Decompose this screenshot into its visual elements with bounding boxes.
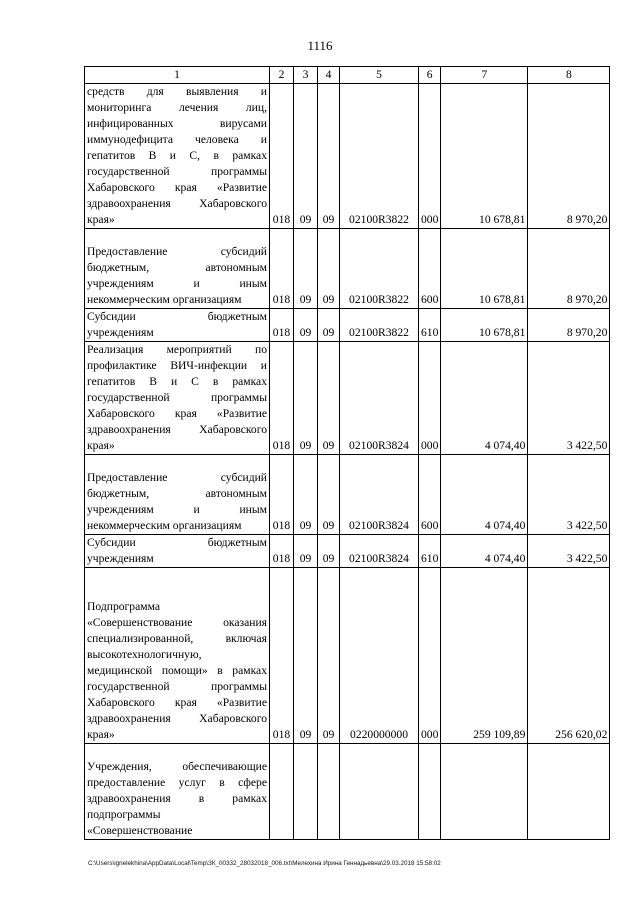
row-name: Предоставление субсидий бюджетным, автономным учреждениям и иным некоммерческим организациям [85,455,270,535]
cell-amount-approved [441,744,528,840]
cell-amount-approved: 259 109,89 [441,568,528,744]
row-name: Учреждения, обеспечивающие предоставление услуг в сфере здравоохранения в рамках подпрограммы «Совершенствование [85,744,270,840]
cell-amount-executed: 8 970,20 [528,229,610,309]
table-row [85,342,610,455]
cell-section: 09 [294,455,318,535]
cell-amount-executed [528,744,610,840]
cell-amount-approved: 10 678,81 [441,229,528,309]
cell-admin-code: 018 [270,229,294,309]
column-header: 2 [270,67,294,84]
cell-amount-approved: 4 074,40 [441,535,528,568]
cell-admin-code: 018 [270,568,294,744]
cell-section: 09 [294,568,318,744]
cell-subsection: 09 [318,535,340,568]
cell-section: 09 [294,84,318,229]
cell-amount-executed: 8 970,20 [528,309,610,342]
cell-target-article: 02100R3822 [340,229,419,309]
cell-target-article [340,744,419,840]
cell-subsection: 09 [318,84,340,229]
budget-table [84,66,610,840]
column-header: 8 [528,67,610,84]
cell-section: 09 [294,229,318,309]
cell-expense-type: 600 [419,455,441,535]
cell-target-article: 02100R3822 [340,84,419,229]
cell-subsection [318,744,340,840]
cell-amount-approved: 10 678,81 [441,84,528,229]
cell-expense-type: 610 [419,535,441,568]
column-header: 1 [85,67,270,84]
table-row [85,84,610,229]
cell-subsection: 09 [318,568,340,744]
cell-subsection: 09 [318,455,340,535]
table-row [85,455,610,535]
column-header: 7 [441,67,528,84]
table-row [85,744,610,840]
column-header: 3 [294,67,318,84]
cell-admin-code: 018 [270,535,294,568]
column-header: 5 [340,67,419,84]
cell-section: 09 [294,309,318,342]
row-name: Реализация мероприятий по профилактике ВИЧ-инфекции и гепатитов В и С в рамках государственной программы Хабаровского края «Развитие здравоохранения Хабаровского края» [85,342,270,455]
cell-admin-code [270,744,294,840]
row-name: средств для выявления и мониторинга лечения лиц, инфицированных вирусами иммунодефицита человека и гепатитов В и С, в рамках государственной программы Хабаровского края «Развитие здравоохранения Хабаровского края» [85,84,270,229]
cell-target-article: 02100R3822 [340,309,419,342]
cell-subsection: 09 [318,309,340,342]
cell-expense-type: 610 [419,309,441,342]
cell-section: 09 [294,342,318,455]
row-name: Субсидии бюджетным учреждениям [85,309,270,342]
cell-subsection: 09 [318,229,340,309]
column-header: 4 [318,67,340,84]
cell-target-article: 02100R3824 [340,455,419,535]
cell-target-article: 02100R3824 [340,342,419,455]
cell-amount-approved: 4 074,40 [441,342,528,455]
page-number: 1116 [307,38,333,53]
cell-admin-code: 018 [270,84,294,229]
cell-amount-approved: 4 074,40 [441,455,528,535]
row-name: Подпрограмма «Совершенствование оказания специализированной, включая высокотехнологичную, медицинской помощи» в рамках государственной программы Хабаровского края «Развитие здравоохранения Хабаровского края» [85,568,270,744]
cell-amount-approved: 10 678,81 [441,309,528,342]
table-row [85,309,610,342]
cell-expense-type: 000 [419,84,441,229]
cell-admin-code: 018 [270,309,294,342]
cell-target-article: 0220000000 [340,568,419,744]
cell-section: 09 [294,535,318,568]
column-header: 6 [419,67,441,84]
cell-amount-executed: 256 620,02 [528,568,610,744]
cell-expense-type: 000 [419,342,441,455]
table-row [85,535,610,568]
file-path-footer: C:\Users\ignelekhina\AppData\Local\Temp\ЗК_00332_28032018_006.txt\Мелехина Ирина Геннадьевна\29.03.2018 15:58:02 [88,860,441,867]
column-number-row [85,67,610,84]
cell-section [294,744,318,840]
cell-admin-code: 018 [270,455,294,535]
cell-amount-executed: 3 422,50 [528,535,610,568]
cell-expense-type [419,744,441,840]
cell-amount-executed: 3 422,50 [528,342,610,455]
table-row [85,568,610,744]
cell-target-article: 02100R3824 [340,535,419,568]
cell-amount-executed: 8 970,20 [528,84,610,229]
row-name: Предоставление субсидий бюджетным, автономным учреждениям и иным некоммерческим организациям [85,229,270,309]
cell-expense-type: 000 [419,568,441,744]
cell-subsection: 09 [318,342,340,455]
table-row [85,229,610,309]
cell-amount-executed: 3 422,50 [528,455,610,535]
cell-admin-code: 018 [270,342,294,455]
cell-expense-type: 600 [419,229,441,309]
row-name: Субсидии бюджетным учреждениям [85,535,270,568]
